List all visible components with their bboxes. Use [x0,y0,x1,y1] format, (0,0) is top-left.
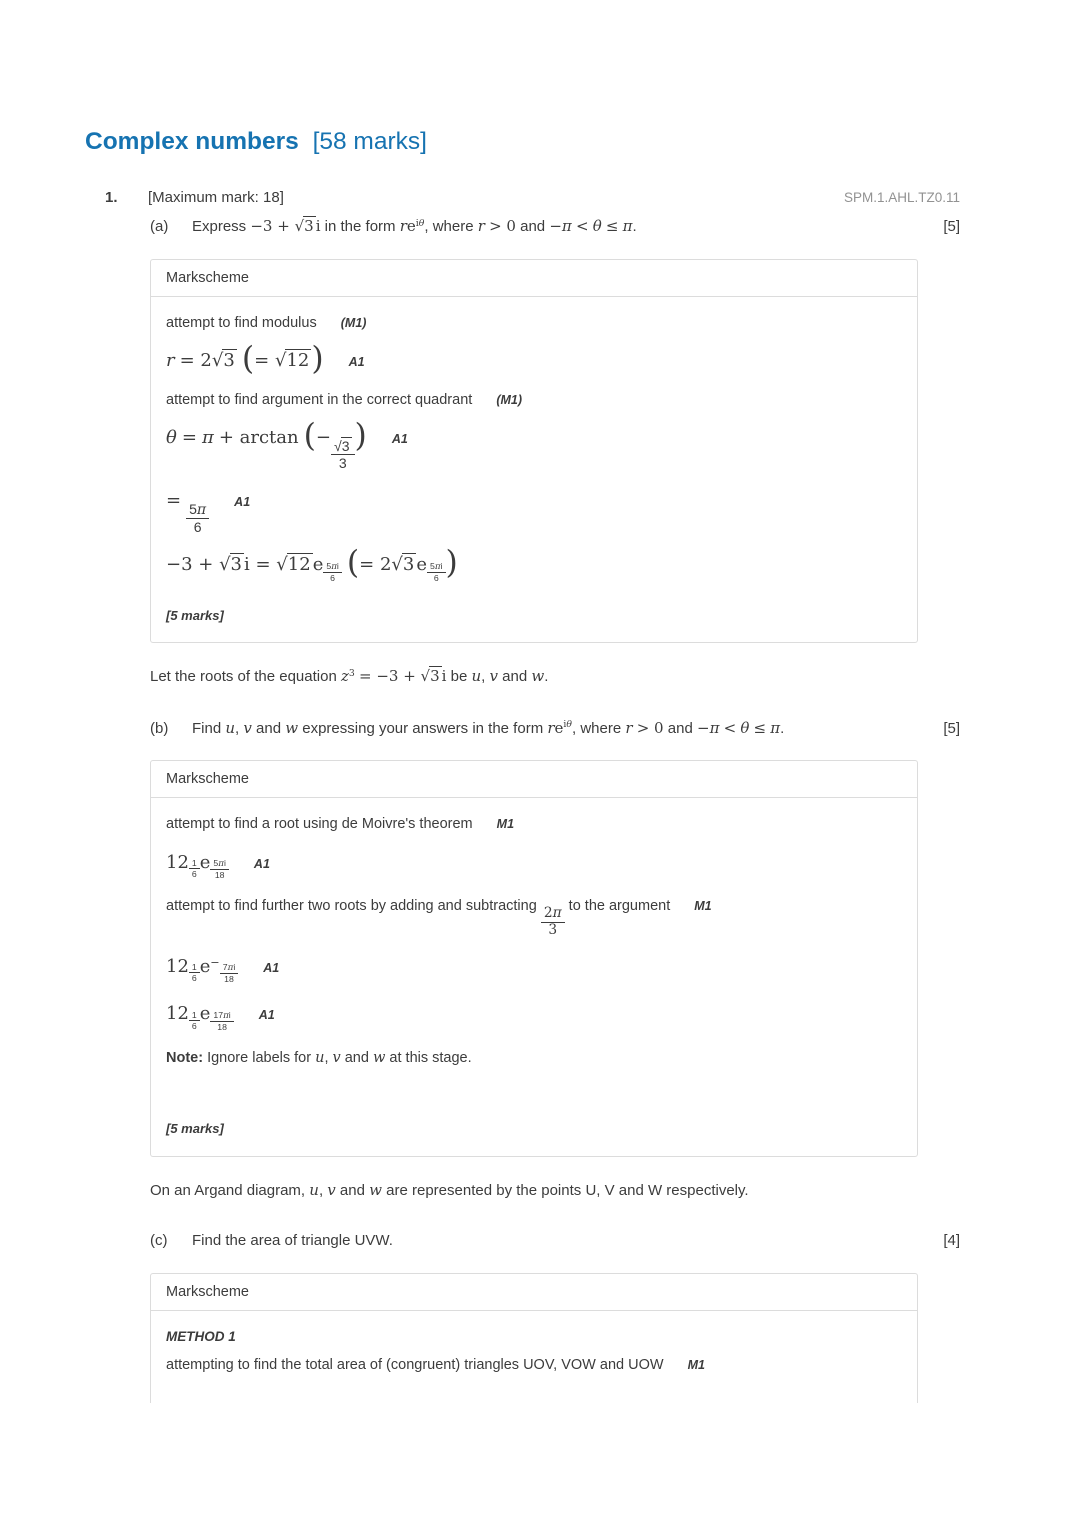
ms-total-marks: [5 marks] [166,1121,224,1137]
part-c-text: Find the area of triangle UVW. [192,1232,393,1250]
markscheme-header: Markscheme [151,260,917,297]
markscheme-panel-b [150,760,918,1157]
markscheme-body [151,798,917,1156]
part-a-label: (a) [150,218,169,236]
page-title [85,127,1088,156]
part-a-row [150,215,960,239]
mark-badge: A1 [234,495,251,510]
part-c-row [150,1230,960,1253]
part-c-label: (c) [150,1232,168,1250]
ms-line [166,897,902,939]
mark-badge: (M1) [340,315,367,330]
ms-formula [166,954,902,984]
mark-badge: A1 [348,355,365,370]
mark-badge: M1 [687,1357,705,1372]
formula-math: 12 $^{\frac{1}{6}}$ $e^{- \frac{7\pi i}{18}}$ [166,956,238,976]
ms-note: Note: Ignore labels for u, v and w at this stage. [166,1049,472,1066]
ms-line-text: attempt to find a root using de Moivre's theorem [166,816,473,833]
ms-formula [166,488,902,535]
mark-badge: M1 [496,817,515,832]
ms-line-text: attempt to find further two roots by adding and subtracting $\frac{2\pi}{3}$ to the argument [166,897,671,939]
formula-math: r = 2√3 (= √12) [166,341,324,378]
markscheme-body [151,1311,917,1395]
argand-text: On an Argand diagram, u, v and w are represented by the points U, V and W respectively. [150,1180,749,1199]
markscheme-header: Markscheme [151,1274,917,1311]
part-b-label: (b) [150,719,169,737]
markscheme-panel-c [150,1273,918,1403]
ms-line [166,1356,902,1376]
formula-math: 12 $^{\frac{1}{6}}$ e $^{\frac{5\pi i}{18}}$ [166,852,229,872]
ms-formula [166,418,902,472]
between-parts-text: Let the roots of the equation $z^3 = -3 + √3$ i be u, v and w. [150,667,549,686]
markscheme-panel-a [150,259,918,643]
topic-title-text: Complex numbers [85,128,299,155]
mark-badge: A1 [391,432,408,447]
part-b-row [150,717,960,741]
markscheme-header: Markscheme [151,761,917,798]
mark-badge: A1 [258,1008,275,1023]
question-page [0,127,1088,1403]
part-c-marks: [4] [943,1232,960,1250]
ms-line [166,815,902,835]
topic-total-marks: [58 marks] [312,128,427,155]
ms-total-marks: [5 marks] [166,607,224,623]
ms-formula [166,341,902,378]
mark-badge: A1 [263,961,280,976]
formula-math: 12 $^{\frac{1}{6}}$ e $^{\frac{17\pi i}{18}}$ [166,1003,234,1023]
ms-formula [166,850,902,880]
ms-line [166,391,902,411]
part-a-text: Express −3 + √3 i in the form $re^{i\theta}$, where r > 0 and −π < θ ≤ π. [192,217,637,236]
part-a-marks: [5] [943,218,960,236]
formula-math: −3 + √3 i = √12 e $^{\frac{5\pi i}{6}}$ (= 2√3 e $^{\frac{5\pi i}{6}}$ ) [166,545,458,583]
question-number: 1. [105,189,118,207]
part-b-marks: [5] [943,719,960,737]
ms-line-text: attempting to find the total area of (congruent) triangles UOV, VOW and UOW [166,1356,664,1373]
question-reference: SPM.1.AHL.TZ0.11 [843,190,960,206]
ms-line-text: attempt to find modulus [166,314,317,331]
ms-formula [166,1001,902,1031]
ms-line-text: attempt to find argument in the correct quadrant [166,391,473,408]
ms-line [166,314,902,334]
formula-math: θ = π + arctan (− $\frac{√3}{3}$ ) [166,418,367,472]
ms-formula [166,545,902,583]
question-header [105,189,960,206]
maximum-mark: [Maximum mark: 18] [148,189,284,207]
mark-badge: M1 [694,898,712,913]
formula-math: = $\frac{5\pi}{6}$ [166,490,209,510]
mark-badge: (M1) [496,392,523,407]
mark-badge: A1 [253,856,270,871]
markscheme-body [151,297,917,642]
part-b-text: Find u, v and w expressing your answers in the form $re^{i\theta}$, where r > 0 and −π < θ ≤ π. [192,718,785,737]
ms-method-label: METHOD 1 [166,1328,236,1344]
